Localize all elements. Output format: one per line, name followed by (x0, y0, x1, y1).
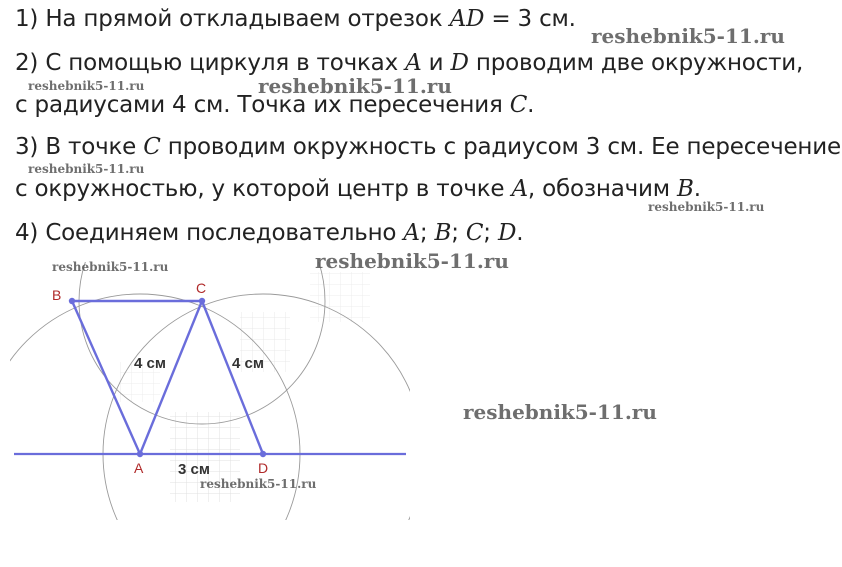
watermark: reshebnik5-11.ru (463, 400, 657, 424)
length-label-ad: 3 см (178, 461, 210, 478)
watermark: reshebnik5-11.ru (52, 260, 169, 274)
watermark: reshebnik5-11.ru (648, 200, 765, 214)
step-3-line-2: с окружностью, у которой центр в точке A, обозначим B. (15, 176, 701, 202)
point-a (137, 451, 143, 457)
grid-patches (120, 272, 370, 502)
watermark: reshebnik5-11.ru (258, 74, 452, 98)
point-c (199, 298, 205, 304)
label-d: D (258, 460, 269, 476)
step-2-line-2: с радиусами 4 см. Точка их пересечения C. (15, 92, 535, 118)
label-a: A (134, 460, 144, 476)
watermark: reshebnik5-11.ru (591, 24, 785, 48)
length-label-cd: 4 см (232, 355, 264, 372)
watermark: reshebnik5-11.ru (28, 162, 145, 176)
step-2-line-1: 2) С помощью циркуля в точках A и D проводим две окружности, (15, 50, 804, 76)
point-b (69, 298, 75, 304)
step-3-line-1: 3) В точке C проводим окружность с радиусом 3 см. Ее пересечение (15, 134, 841, 160)
watermark: reshebnik5-11.ru (28, 79, 145, 93)
length-label-ac: 4 см (134, 355, 166, 372)
label-b: B (52, 287, 62, 303)
point-d (260, 451, 266, 457)
watermark: reshebnik5-11.ru (200, 477, 317, 491)
step-1-line-1: 1) На прямой откладываем отрезок AD = 3 см. (15, 6, 576, 32)
label-c: C (196, 280, 207, 296)
step-4-line-1: 4) Соединяем последовательно A; B; C; D. (15, 220, 524, 246)
watermark: reshebnik5-11.ru (315, 249, 509, 273)
